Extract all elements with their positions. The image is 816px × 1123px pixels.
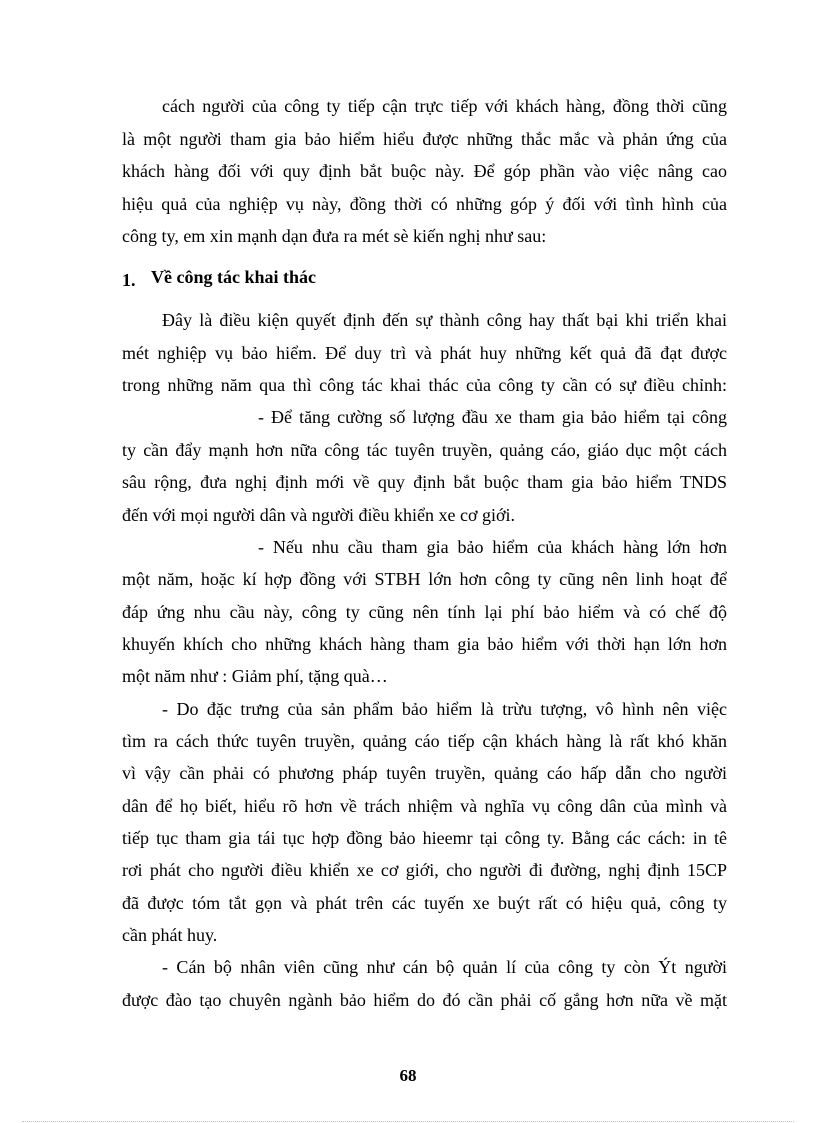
text-line: dân để họ biết, hiểu rõ hơn về trách nhiệm và nghĩa vụ công dân của mình và (122, 796, 727, 816)
text-line: sâu rộng, đưa nghị định mới về quy định bắt buộc tham gia bảo hiểm TNDS (122, 472, 727, 492)
text-line: khuyến khích cho những khách hàng tham gia bảo hiểm với thời hạn lớn hơn (122, 634, 727, 654)
text-line: đáp ứng nhu cầu này, công ty cũng nên tính lại phí bảo hiểm và có chế độ (122, 602, 727, 622)
text-line: trong những năm qua thì công tác khai thác của công ty cần có sự điều chỉnh: (122, 375, 727, 395)
footer-divider (22, 1121, 794, 1122)
text-line: ty cần đẩy mạnh hơn nữa công tác tuyên truyền, quảng cáo, giáo dục một cách (122, 440, 727, 460)
text-line: vì vậy cần phải có phương pháp tuyên truyền, quảng cáo hấp dẫn cho người (122, 763, 727, 783)
text-line: đến với mọi người dân và người điều khiển xe cơ giới. (122, 505, 516, 525)
text-line: một năm như : Giảm phí, tặng quà… (122, 666, 388, 686)
text-line: một năm, hoặc kí hợp đồng với STBH lớn hơn công ty cũng nên linh hoạt để (122, 569, 727, 589)
text-line: hiệu quả của nghiệp vụ này, đồng thời có những góp ý đối với tình hình của (122, 194, 727, 214)
text-line: công ty, em xin mạnh dạn đưa ra mét sè kiến nghị như sau: (122, 226, 547, 246)
text-line: tìm ra cách thức tuyên truyền, quảng cáo tiếp cận khách hàng là rất khó khăn (122, 731, 727, 751)
page-number: 68 (399, 1066, 417, 1085)
section-heading: Về công tác khai thác (151, 267, 316, 287)
text-line: đã được tóm tắt gọn và phát trên các tuyến xe buýt rất có hiệu quả, công ty (122, 893, 727, 913)
text-line: là một người tham gia bảo hiểm hiểu được những thắc mắc và phản ứng của (122, 129, 727, 149)
text-line: - Cán bộ nhân viên cũng như cán bộ quản lí của công ty còn Ýt người (162, 957, 727, 977)
text-line: được đào tạo chuyên ngành bảo hiểm do đó cần phải cố gắng hơn nữa về mặt (122, 990, 727, 1010)
text-line: khách hàng đối với quy định bắt buộc này. Để góp phần vào việc nâng cao (122, 161, 727, 181)
section-number: 1. (122, 270, 136, 290)
text-line: - Do đặc trưng của sản phẩm bảo hiểm là trừu tượng, vô hình nên việc (162, 699, 727, 719)
text-line: - Nếu nhu cầu tham gia bảo hiểm của khách hàng lớn hơn (258, 537, 727, 557)
text-line: cần phát huy. (122, 925, 218, 945)
text-line: mét nghiệp vụ bảo hiểm. Để duy trì và phát huy những kết quả đã đạt được (122, 343, 727, 363)
text-line: tiếp tục tham gia tái tục hợp đồng bảo hieemr tại công ty. Bằng các cách: in tê (122, 828, 727, 848)
text-line: - Để tăng cường số lượng đầu xe tham gia bảo hiểm tại công (258, 407, 727, 427)
text-line: rơi phát cho người điều khiển xe cơ giới, cho người đi đường, nghị định 15CP (122, 860, 727, 880)
text-line: cách người của công ty tiếp cận trực tiếp với khách hàng, đồng thời cũng (162, 96, 727, 116)
text-line: Đây là điều kiện quyết định đến sự thành công hay thất bại khi triển khai (162, 310, 727, 330)
